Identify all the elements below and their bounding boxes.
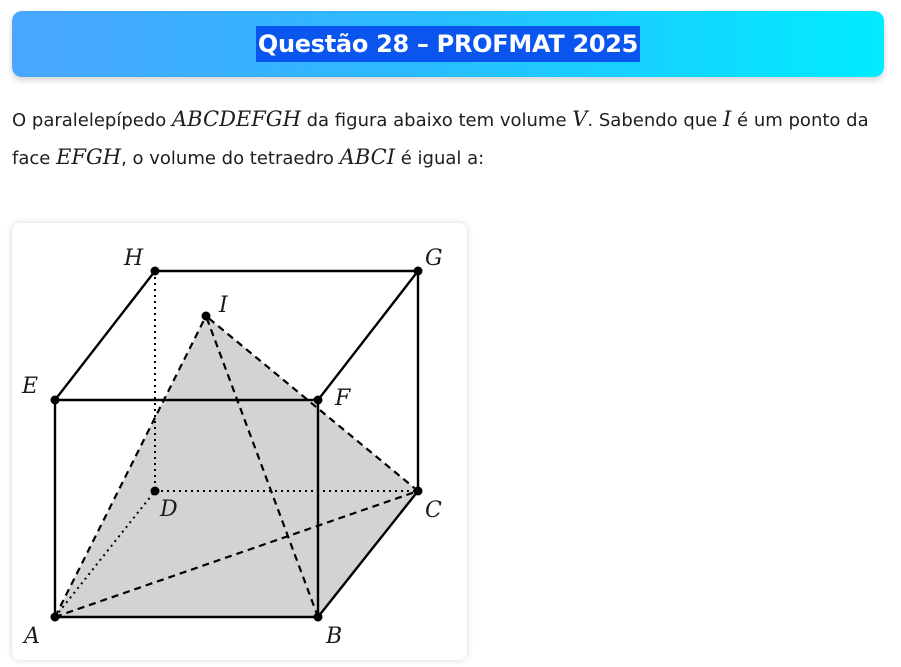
vertex-i — [202, 312, 211, 321]
label-b: B — [326, 624, 343, 649]
vertex-f — [314, 396, 323, 405]
vertex-d — [151, 487, 160, 496]
label-h: H — [124, 246, 144, 271]
question-title: Questão 28 – PROFMAT 2025 — [256, 26, 640, 62]
vertex-a — [51, 613, 60, 622]
math-point-i: I — [723, 107, 732, 131]
vertex-e — [51, 396, 60, 405]
math-face: EFGH — [56, 145, 122, 169]
vertex-c — [414, 487, 423, 496]
math-tetrahedron: ABCI — [339, 145, 396, 169]
statement-text: é igual a: — [395, 148, 485, 169]
label-a: A — [24, 624, 40, 649]
math-parallelepiped: ABCDEFGH — [172, 107, 301, 131]
label-f: F — [335, 386, 351, 411]
vertex-g — [414, 267, 423, 276]
vertex-h — [151, 267, 160, 276]
statement-text: da figura abaixo tem volume — [300, 110, 573, 131]
statement-text: O paralelepípedo — [12, 110, 173, 131]
statement-text: , o volume do tetraedro — [121, 148, 340, 169]
math-volume: V — [572, 107, 588, 131]
label-e: E — [22, 374, 39, 399]
edge-he — [55, 271, 155, 400]
statement-text: . Sabendo que — [587, 110, 724, 131]
edge-fg — [318, 271, 418, 400]
figure-card — [12, 223, 467, 660]
question-header — [12, 11, 884, 77]
tetrahedron-shade — [55, 316, 418, 617]
statement-text: é um ponto da face — [12, 110, 869, 169]
vertex-b — [314, 613, 323, 622]
label-c: C — [425, 498, 442, 523]
label-i: I — [219, 293, 228, 318]
label-g: G — [425, 246, 443, 271]
parallelepiped-figure — [12, 223, 467, 660]
question-statement — [12, 101, 882, 177]
label-d: D — [160, 497, 178, 522]
